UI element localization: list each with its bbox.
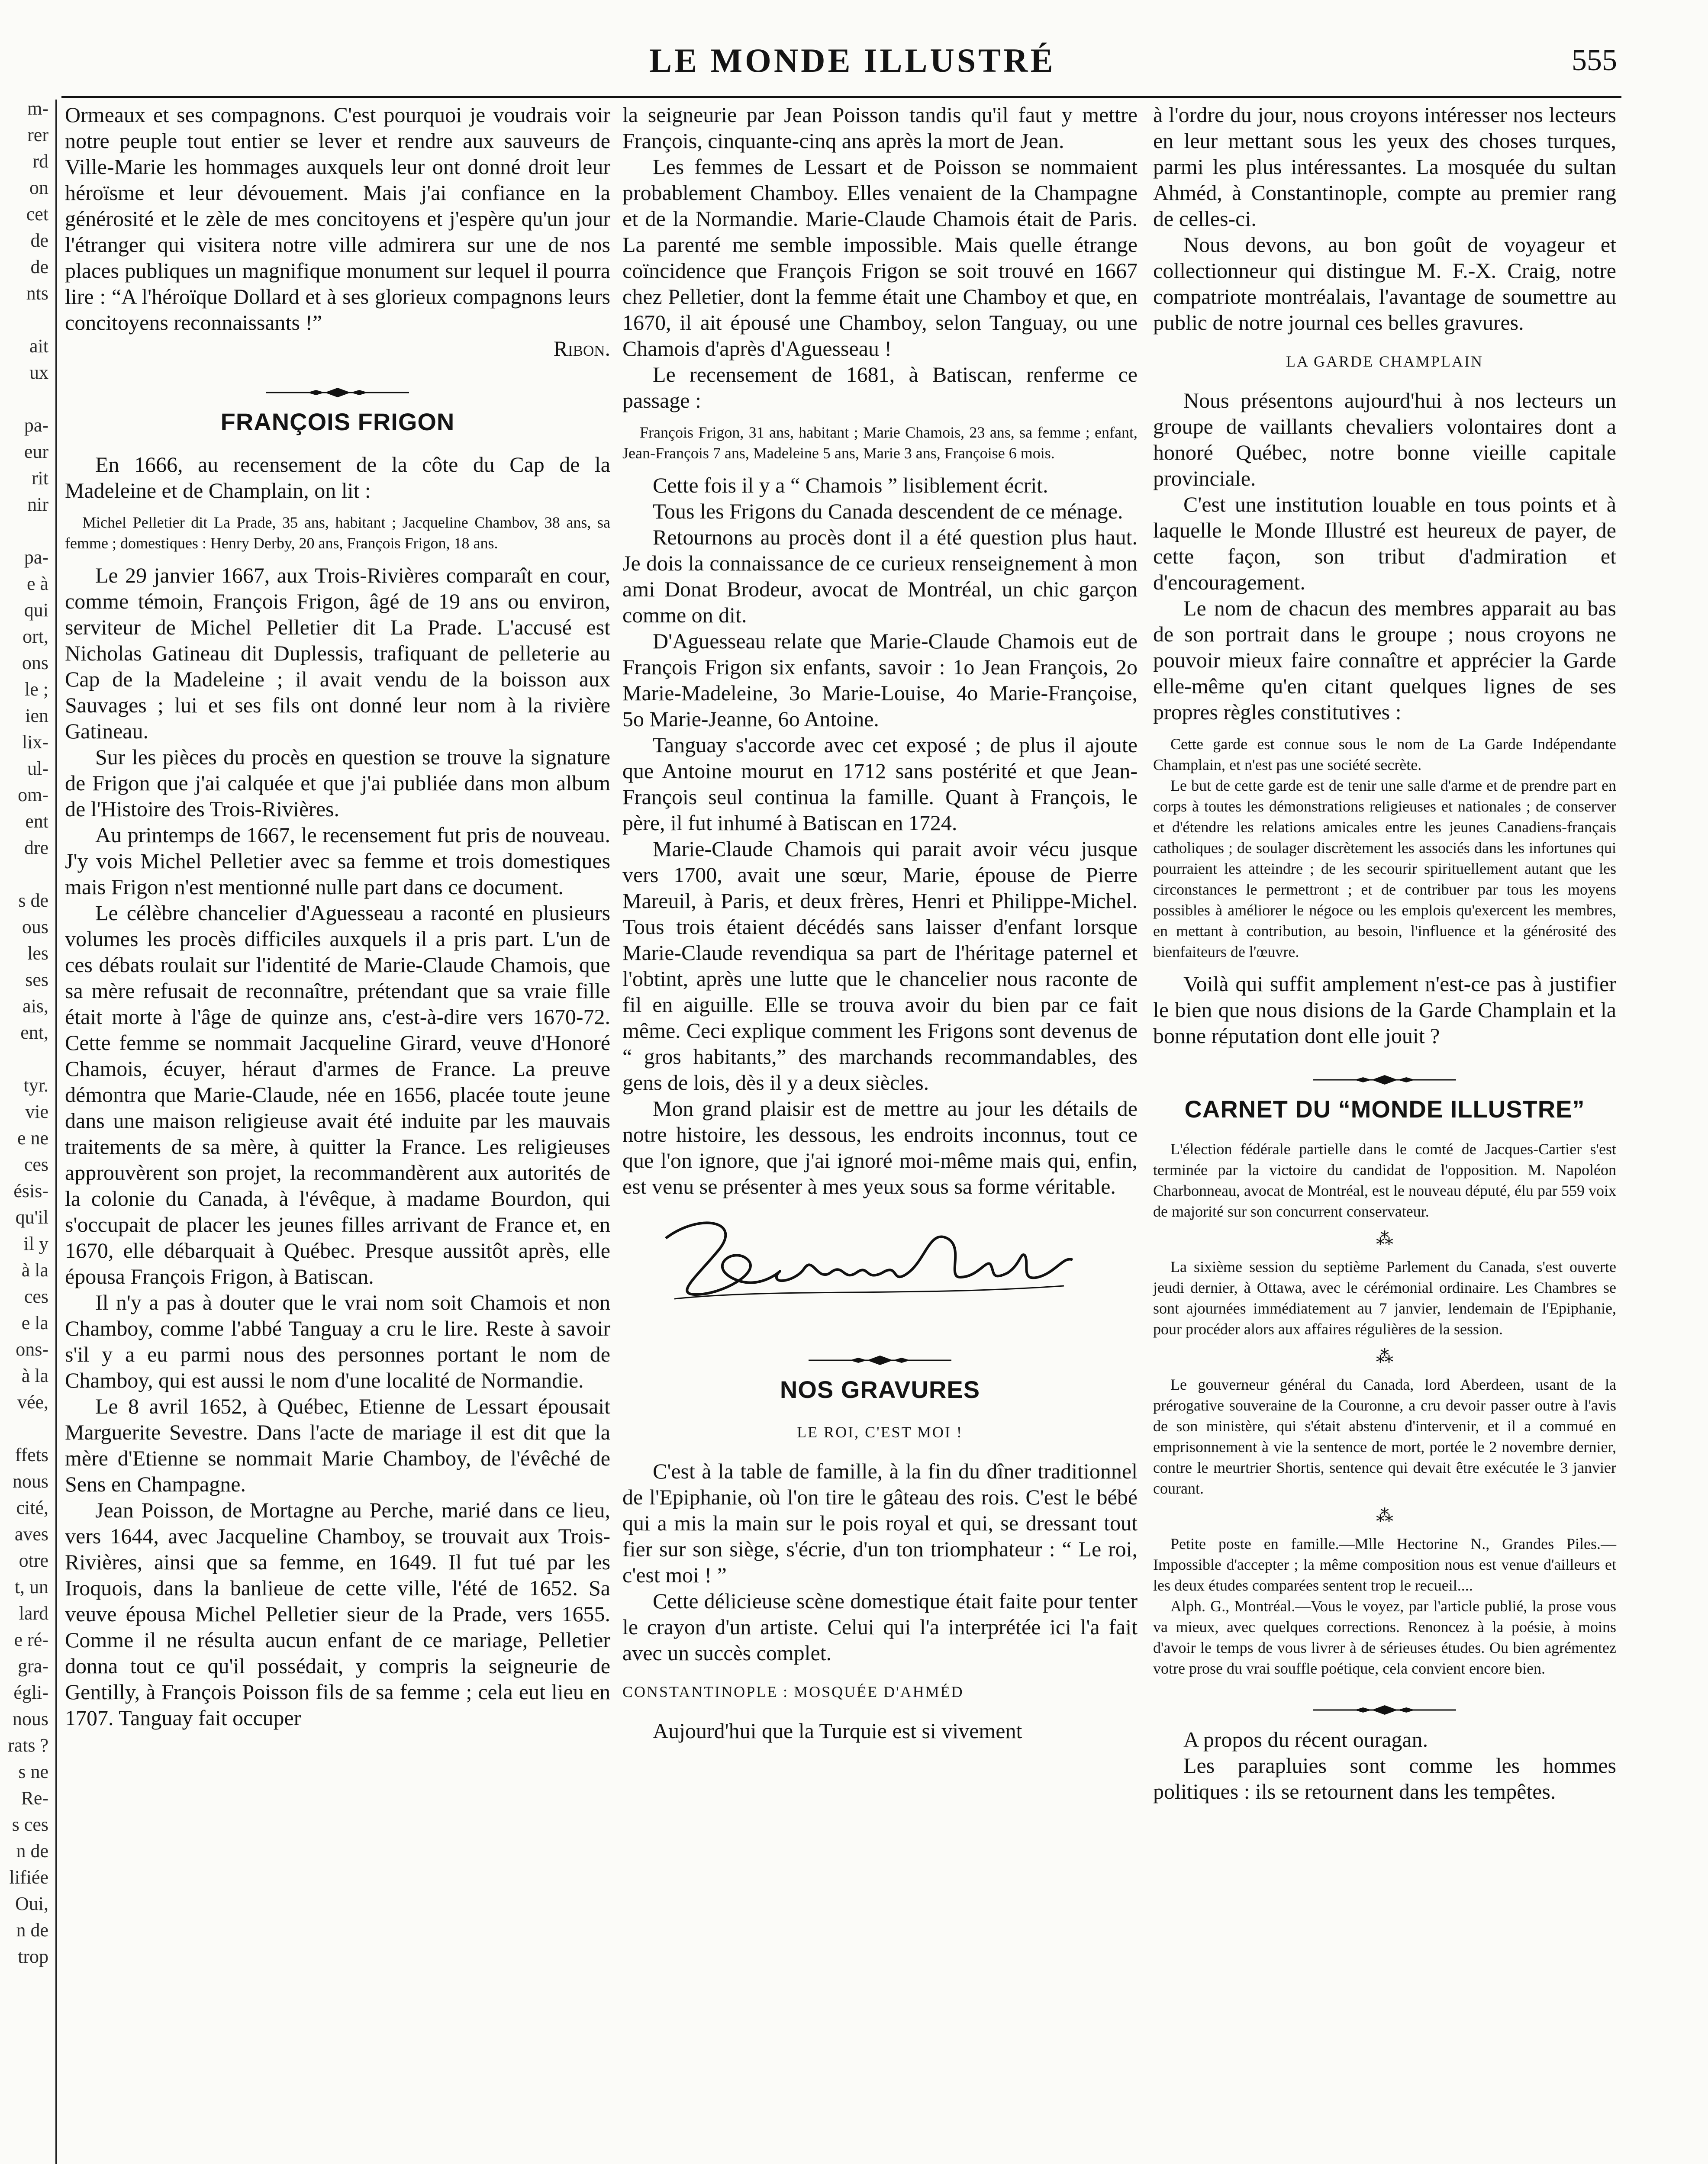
margin-fragment: trop xyxy=(18,1946,48,1967)
ornament-divider xyxy=(1153,1696,1616,1709)
section-heading: CARNET DU “MONDE ILLUSTRE” xyxy=(1184,1095,1585,1123)
margin-fragment: n de xyxy=(16,1840,48,1861)
paragraph: Le recensement de 1681, à Batiscan, renferme ce passage : xyxy=(622,362,1138,412)
margin-fragment: ésis- xyxy=(13,1180,48,1201)
margin-fragment: e la xyxy=(21,1312,48,1333)
margin-fragment xyxy=(0,1970,48,1996)
paragraph: Il n'y a pas à douter que le vrai nom soit Chamois et non Chamboy, comme l'abbé Tanguay a cru le lire. Reste à savoir s'il y a eu parmi nous des personnes portant le nom de Chamboy, qui est aussi le nom d'une localité de Normandie. xyxy=(65,1290,610,1392)
margin-fragment: ffets xyxy=(15,1444,48,1465)
margin-fragment xyxy=(0,1046,48,1072)
margin-fragment: m- xyxy=(27,98,48,119)
paragraph: Nous devons, au bon goût de voyageur et collectionneur qui distingue M. F.-X. Craig, notre compatriote montréalais, l'avantage de soumettre au public de notre journal ces belles gravures. xyxy=(1153,232,1616,335)
margin-fragment: n de xyxy=(16,1919,48,1941)
margin-fragment xyxy=(0,2154,48,2164)
margin-fragment xyxy=(0,2128,48,2154)
margin-fragment: aves xyxy=(14,1523,48,1545)
paragraph: Retournons au procès dont il a été question plus haut. Je dois la connaissance de ce curieux renseignement à mon ami Donat Brodeur, avocat de Montréal, un chic garçon comme on dit. xyxy=(622,525,1138,627)
paragraph: Mon grand plaisir est de mettre au jour les détails de notre histoire, les dessous, les endroits inconnus, tout ce que l'on ignore, que j'ai ignoré moi-même mais qui, enfin, est venu se présenter à mes yeux sous sa forme véritable. xyxy=(622,1096,1138,1198)
page-number: 555 xyxy=(1572,44,1617,77)
margin-fragment: rd xyxy=(32,151,48,172)
paragraph: C'est une institution louable en tous points et à laquelle le Monde Illustré est heureux de payer, de cette façon, son tribut d'admiration et d'encouragement. xyxy=(1153,492,1616,594)
margin-fragment: ux xyxy=(29,362,48,383)
margin-fragment xyxy=(0,518,48,544)
margin-fragment: qu'il xyxy=(15,1207,48,1228)
paragraph: Voilà qui suffit amplement n'est-ce pas à justifier le bien que nous disions de la Garde Champlain et la bonne réputation dont elle jouit ? xyxy=(1153,972,1616,1048)
paragraph: Le nom de chacun des membres apparait au bas de son portrait dans le groupe ; nous croyons ne pouvoir mieux faire connaître et apprécier la Garde elle-même qu'en citant quelques lignes de ses propres règles constitutives : xyxy=(1153,596,1616,724)
quote: François Frigon, 31 ans, habitant ; Marie Chamois, 23 ans, sa femme ; enfant, Jean-François 7 ans, Madeleine 5 ans, Marie 3 ans, Françoise 6 mois. xyxy=(622,424,1138,462)
margin-fragment xyxy=(0,2022,48,2049)
paragraph: C'est à la table de famille, à la fin du dîner traditionnel de l'Epiphanie, où l'on tire le gâteau des rois. C'est le bébé qui a mis la main sur le pois royal et qui, se dressant tout fier sur son siège, s'écrie, d'un ton triomphateur : “ Le roi, c'est moi ! ” xyxy=(622,1459,1138,1587)
subheading: CONSTANTINOPLE : MOSQUÉE D'AHMÉD xyxy=(622,1683,964,1700)
ornament-divider xyxy=(65,379,610,392)
margin-fragment: s de xyxy=(18,890,48,911)
asterism-separator: ⁂ xyxy=(1376,1347,1393,1366)
margin-fragment: à la xyxy=(21,1365,48,1386)
margin-fragment: ous xyxy=(22,916,48,937)
margin-fragment: rer xyxy=(27,124,48,145)
margin-fragment: pa- xyxy=(24,547,48,568)
margin-fragment: s ces xyxy=(12,1814,48,1835)
paragraph: La sixième session du septième Parlement du Canada, s'est ouverte jeudi dernier, à Ottawa, avec le cérémonial ordinaire. Les Chambres se sont ajournées immédiatement au 7 janvier, lendemain de l'Epiphanie, pour procéder alors aux affaires régulières de la session. xyxy=(1153,1258,1616,1338)
margin-fragment xyxy=(0,1996,48,2022)
author-signature: Ribon. xyxy=(553,336,610,361)
header-rule xyxy=(61,96,1621,98)
margin-fragment xyxy=(0,2102,48,2128)
asterism-separator: ⁂ xyxy=(1376,1229,1393,1249)
subheading: LE ROI, C'EST MOI ! xyxy=(797,1423,963,1441)
margin-fragment: à la xyxy=(21,1259,48,1281)
margin-fragment xyxy=(0,306,48,333)
margin-fragment: nts xyxy=(26,283,48,304)
ornament-divider xyxy=(1153,1066,1616,1079)
margin-fragment: Re- xyxy=(21,1787,48,1809)
column-3 xyxy=(1153,102,1616,1804)
signature-block xyxy=(622,1199,1138,1329)
margin-fragment: on xyxy=(29,177,48,198)
margin-fragment xyxy=(0,2049,48,2075)
margin-fragment: vée, xyxy=(17,1391,48,1413)
left-margin-bleed xyxy=(0,95,51,2164)
margin-fragment: de xyxy=(30,256,48,277)
paragraph: Le célèbre chancelier d'Aguesseau a raconté en plusieurs volumes les procès difficiles auxquels il a pris part. L'un de ces débats roulait sur l'identité de Marie-Claude Chamois, que sa mère refusait de reconnaître, prétendant que sa vraie fille était morte à l'âge de quinze ans, c'est-à-dire vers 1670-72. Cette femme se nommait Jacqueline Girard, veuve d'Honoré Chamois, écuyer, héraut d'armes de France. La preuve démontra que Marie-Claude, née en 1656, placée toute jeune dans une maison religieuse avait été induite par les mauvais traitements de sa mère, à quitter la France. Les religieuses approuvèrent son projet, la recommandèrent aux autorités de la colonie du Canada, à l'évêque, à madame Bourdon, qui s'occupait de placer les jeunes filles arrivant de France et, en 1670, elle débarquait à Québec. Presque aussitôt après, elle épousa François Frigon, à Batiscan. xyxy=(65,901,610,1288)
margin-fragment: lifiée xyxy=(9,1867,48,1888)
paragraph: Tanguay s'accorde avec cet exposé ; de plus il ajoute que Antoine mourut en 1712 sans postérité et que Jean-François seul continua la famille. Quant à François, le père, il fut inhumé à Batiscan en 1724. xyxy=(622,733,1138,835)
margin-fragment: ent xyxy=(25,811,48,832)
margin-fragment: otre xyxy=(19,1550,48,1571)
margin-fragment: ent, xyxy=(20,1022,48,1043)
margin-fragment: le ; xyxy=(25,679,48,700)
ornament-divider xyxy=(622,1346,1138,1359)
quote: Cette garde est connue sous le nom de La Garde Indépendante Champlain, et n'est pas une société secrète. xyxy=(1153,735,1616,773)
paragraph: à l'ordre du jour, nous croyons intéresser nos lecteurs en leur mettant sous les yeux des choses turques, parmi les plus intéressantes. La mosquée du sultan Ahméd, à Constantinople, compte au premier rang de celles-ci. xyxy=(1153,103,1616,231)
quote: Michel Pelletier dit La Prade, 35 ans, habitant ; Jacqueline Chambov, 38 ans, sa femme ; domestiques : Henry Derby, 20 ans, François Frigon, 18 ans. xyxy=(65,514,610,552)
column-1 xyxy=(65,102,610,1731)
paragraph: la seigneurie par Jean Poisson tandis qu'il faut y mettre François, cinquante-cinq ans après la mort de Jean. xyxy=(622,103,1138,153)
margin-fragment: ces xyxy=(24,1154,48,1175)
margin-fragment: vie xyxy=(25,1101,48,1122)
margin-fragment: s ne xyxy=(18,1761,48,1782)
margin-fragment: ort, xyxy=(23,626,48,647)
margin-fragment: égli- xyxy=(13,1682,48,1703)
asterism-separator: ⁂ xyxy=(1376,1506,1393,1526)
margin-fragment: cet xyxy=(26,203,48,225)
paragraph: D'Aguesseau relate que Marie-Claude Chamois eut de François Frigon six enfants, savoir : 1o Jean François, 2o Marie-Madeleine, 3o Marie-Louise, 4o Marie-Françoise, 5o Marie-Jeanne, 6o Antoine. xyxy=(622,629,1138,731)
margin-fragment: de xyxy=(30,230,48,251)
paragraph: Les femmes de Lessart et de Poisson se nommaient probablement Chamboy. Elles venaient de la Champagne et de la Normandie. Marie-Claude Chamois était de Paris. La parenté me semble impossible. Mais quelle étrange coïncidence que François Frigon se soit trouvé en 1667 chez Pelletier, dont la femme était une Chamboy et que, en 1670, il ait épousé une Chamboy, selon Tanguay, ou une Chamois d'après d'Aguesseau ! xyxy=(622,155,1138,361)
margin-fragment: nir xyxy=(27,494,48,515)
margin-fragment: ien xyxy=(25,705,48,726)
margin-fragment: om- xyxy=(18,784,48,805)
margin-fragment: cité, xyxy=(16,1497,48,1518)
paragraph: Les parapluies sont comme les hommes politiques : ils se retournent dans les tempêtes. xyxy=(1153,1753,1616,1803)
column-2 xyxy=(622,102,1138,1744)
margin-fragment: pa- xyxy=(24,415,48,436)
section-heading: NOS GRAVURES xyxy=(780,1376,980,1403)
margin-fragment: nous xyxy=(12,1471,48,1492)
margin-fragment: dre xyxy=(24,837,48,858)
paragraph: Aujourd'hui que la Turquie est si vivement xyxy=(653,1719,1022,1743)
left-gutter-line xyxy=(55,100,57,2164)
margin-fragment: e à xyxy=(26,573,48,594)
margin-fragment: tyr. xyxy=(23,1075,48,1096)
quote: Le but de cette garde est de tenir une salle d'arme et de prendre part en corps à toutes les démonstrations religieuses et nationales ; de conserver et d'étendre les relations amicales entre les jeunes Canadiens-français catholiques ; de soulager discrètement les associés dans les infortunes qui pourraient les atteindre ; de les secourir spirituellement autant que les circonstances le permettront ; et de contribuer par tous les moyens possibles à améliorer le négoce ou les emplois qu'exercent les membres, en mettant à contribution, au besoin, l'influence et la générosité des bienfaiteurs de l'œuvre. xyxy=(1153,777,1616,960)
margin-fragment: il y xyxy=(23,1233,48,1254)
paragraph: Jean Poisson, de Mortagne au Perche, marié dans ce lieu, vers 1644, avec Jacqueline Chamboy, se trouvait aux Trois-Rivières, ainsi que sa femme, en 1649. Il fut tué par les Iroquois, dans la banlieue de cette ville, l'été de 1652. Sa veuve épousa Michel Pelletier sieur de la Prade, vers 1655. Comme il ne résulta aucun enfant de ce mariage, Pelletier donna tout ce qu'il possédait, y compris la seigneurie de Gentilly, à François Poisson fils de sa femme ; cela eut lieu en 1707. Tanguay fait occuper xyxy=(65,1498,610,1730)
paragraph: Petite poste en famille.—Mlle Hectorine N., Grandes Piles.—Impossible d'accepter ; la même composition nous est venue d'ailleurs et les deux études comparées sentent trop le recueil.... xyxy=(1153,1535,1616,1594)
margin-fragment: les xyxy=(27,943,48,964)
margin-fragment: eur xyxy=(24,441,48,462)
margin-fragment: ons- xyxy=(16,1339,48,1360)
paragraph: Tous les Frigons du Canada descendent de ce ménage. xyxy=(653,499,1123,523)
margin-fragment: t, un xyxy=(14,1576,48,1597)
paragraph: En 1666, au recensement de la côte du Cap de la Madeleine et de Champlain, on lit : xyxy=(65,452,610,502)
margin-fragment: e ré- xyxy=(14,1629,48,1650)
margin-fragment: e ne xyxy=(17,1127,48,1149)
paragraph: Cette fois il y a “ Chamois ” lisiblement écrit. xyxy=(653,473,1048,497)
paragraph: Le 29 janvier 1667, aux Trois-Rivières comparaît en cour, comme témoin, François Frigon, âgé de 19 ans ou environ, serviteur de Michel Pelletier dit La Prade. L'accusé est Nicholas Gatineau dit Duplessis, trafiquant de pelleterie au Cap de la Madeleine ; il avait vendu de la boisson aux Sauvages ; lui et ses fils ont donné leur nom à la rivière Gatineau. xyxy=(65,563,610,743)
paragraph: L'élection fédérale partielle dans le comté de Jacques-Cartier s'est terminée par la victoire du candidat de l'opposition. M. Napoléon Charbonneau, avocat de Montréal, est le nouveau député, élu par 559 voix de majorité sur son concurrent conservateur. xyxy=(1153,1140,1616,1220)
paragraph: Cette délicieuse scène domestique était faite pour tenter le crayon d'un artiste. Celui qui l'a interprétée ici l'a fait avec un succès complet. xyxy=(622,1589,1138,1665)
paragraph: Au printemps de 1667, le recensement fut pris de nouveau. J'y vois Michel Pelletier avec sa femme et trois domestiques mais Frigon n'est mentionné nulle part dans ce document. xyxy=(65,823,610,899)
paragraph: Alph. G., Montréal.—Vous le voyez, par l'article publié, la prose vous va mieux, avec quelques corrections. Renoncez à la poésie, à moins d'avoir le temps de vous livrer à de sérieuses études. Ou bien agrémentez votre prose du vrai souffle poétique, cela convient encore bien. xyxy=(1153,1597,1616,1677)
margin-fragment: ais, xyxy=(23,995,48,1017)
margin-fragment: ul- xyxy=(27,758,48,779)
paragraph: Le gouverneur général du Canada, lord Aberdeen, usant de la prérogative souveraine de la Couronne, a cru devoir passer outre à l'avis de son ministère, qui s'était abstenu d'intervenir, et il a commué en emprisonnement à vie la sentence de mort, portée le 2 novembre dernier, contre le meurtrier Shortis, sentence qui devait être exécutée le 3 janvier courant. xyxy=(1153,1376,1616,1497)
handwritten-signature xyxy=(648,1212,1081,1307)
margin-fragment: ait xyxy=(29,335,48,357)
paragraph: Ormeaux et ses compagnons. C'est pourquoi je voudrais voir notre peuple tout entier se lever et rendre aux sauveurs de Ville-Marie les hommages auxquels leur ont donné droit leur héroïsme et leur dévouement. Mais j'ai confiance en la générosité et le zèle de mes concitoyens et j'espère qu'un jour l'étranger qui visitera notre ville admirera sur une de nos places publiques un magnifique monument sur lequel il pourra lire : “A l'héroïque Dollard et à ses glorieux compagnons leurs concitoyens reconnaissants !” xyxy=(65,103,610,335)
subheading: LA GARDE CHAMPLAIN xyxy=(1286,353,1483,370)
margin-fragment: gra- xyxy=(18,1655,48,1677)
margin-fragment: lard xyxy=(19,1603,48,1624)
paragraph: Le 8 avril 1652, à Québec, Etienne de Lessart épousait Marguerite Sevestre. Dans l'acte de mariage il est dit que la mère d'Etienne se nommait Marie Chamboy, de l'évêché de Sens en Champagne. xyxy=(65,1394,610,1496)
paragraph: A propos du récent ouragan. xyxy=(1183,1727,1428,1752)
margin-fragment: ses xyxy=(25,969,48,990)
margin-fragment xyxy=(0,2075,48,2102)
margin-fragment: ons xyxy=(22,652,48,673)
margin-fragment xyxy=(0,386,48,412)
margin-fragment: rats ? xyxy=(7,1735,48,1756)
margin-fragment xyxy=(0,861,48,887)
page-header-title: LE MONDE ILLUSTRÉ xyxy=(649,42,1056,79)
margin-fragment: qui xyxy=(24,599,48,621)
margin-fragment: lix- xyxy=(22,731,48,753)
margin-fragment: ces xyxy=(24,1286,48,1307)
margin-fragment: nous xyxy=(12,1708,48,1729)
paragraph: Nous présentons aujourd'hui à nos lecteurs un groupe de vaillants chevaliers volontaires dont a honoré Québec, notre bonne vieille capitale provinciale. xyxy=(1153,388,1616,490)
margin-fragment xyxy=(0,1415,48,1442)
paragraph: Marie-Claude Chamois qui parait avoir vécu jusque vers 1700, avait une sœur, Marie, épouse de Pierre Mareuil, à Paris, et deux frères, Henri et Philippe-Michel. Tous trois étaient décédés sans laisser d'enfant lorsque Marie-Claude revendiqua sa part de l'héritage paternel et l'obtint, après une lutte que le chancelier nous raconte de fil en aiguille. Elle se trouva avoir du bien par ce fait même. Ceci explique comment les Frigons sont devenus de “ gros habitants,” des marchands recommandables, des gens de lois, dès il y a deux siècles. xyxy=(622,837,1138,1095)
article-heading: FRANÇOIS FRIGON xyxy=(220,408,455,435)
margin-fragment: Oui, xyxy=(15,1893,48,1914)
margin-fragment: rit xyxy=(31,467,48,489)
paragraph: Sur les pièces du procès en question se trouve la signature de Frigon que j'ai calquée et que j'ai publiée dans mon album de l'Histoire des Trois-Rivières. xyxy=(65,745,610,821)
